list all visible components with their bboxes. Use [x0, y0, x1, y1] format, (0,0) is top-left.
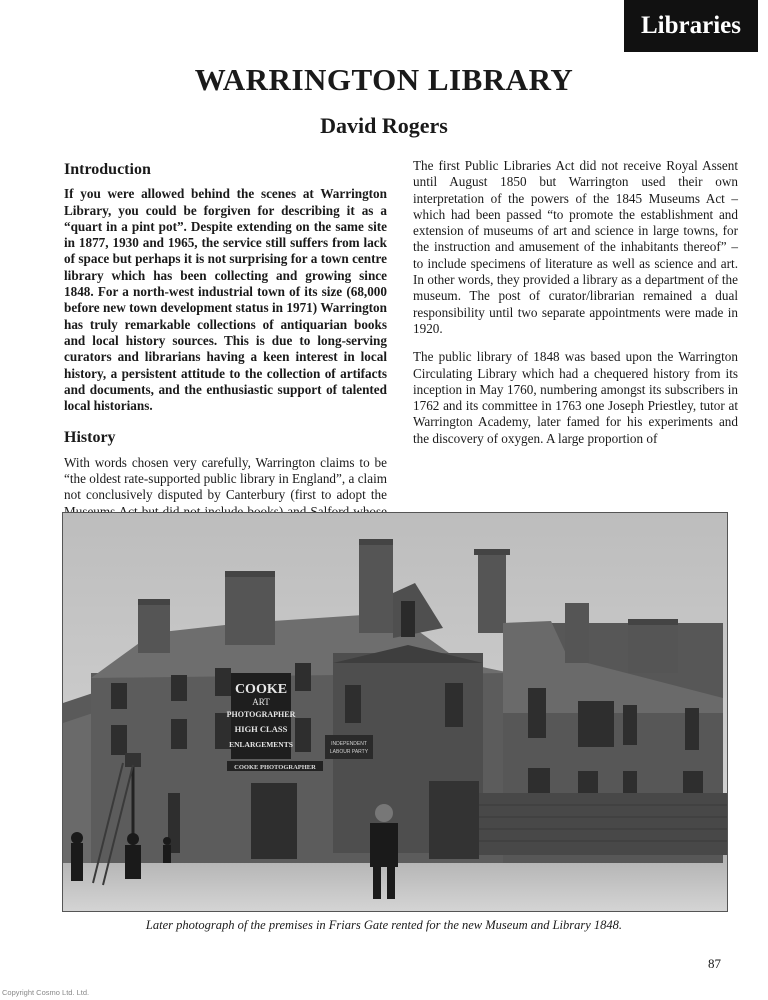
article-title: WARRINGTON LIBRARY	[194, 62, 574, 97]
history-heading: History	[64, 429, 116, 447]
photo-fascia-sign: COOKE PHOTOGRAPHER	[234, 764, 316, 771]
photo-sign-cooke: COOKE	[234, 682, 288, 697]
right-column	[413, 158, 738, 459]
photo-caption: Later photograph of the premises in Friars Gate rented for the new Museum and Library 1848.	[145, 918, 623, 932]
intro-heading: Introduction	[64, 161, 151, 178]
history-paragraph-1: With words chosen very carefully, Warrington claims to be “the oldest rate-supported public library in England”, a claim not conclusively disputed by Canterbury (first to adopt the	[64, 454, 387, 503]
photo-poster-line-2: LABOUR PARTY	[329, 749, 369, 755]
section-tab: Libraries	[624, 0, 758, 52]
photo-sign-high-class: HIGH CLASS	[234, 724, 288, 734]
photo-sign-enlargements: ENLARGEMENTS	[229, 740, 293, 749]
history-paragraph-2: The first Public Libraries Act did not receive Royal Assent until August 1850 but Warrington used their own interpretation of the powers of the 1845 Museums Act – which had been passed “to promote the establishment and extension of museums of art and science in large towns, for the instruction and amusement of the inhabitants thereof” – to include specimens of literature as well as science and art. In other words, they provided a library as a department of the museum. The post of curator/librarian remained a dual responsibility until two separate appointments were made in 1920.	[413, 158, 738, 336]
library-photograph	[62, 512, 728, 912]
article-author: David Rogers	[320, 113, 448, 138]
intro-paragraph: If you were allowed behind the scenes at Warrington Library, you could be forgiven for describing it as a “quart in a pint pot”. Despite extending on the same site in 1877, 1930 and 1965, the service still suffers from lack of space but perhaps it is not surprising for a town centre library which has been collecting and growing since 1848. For a north-west industrial town of its size (68,000 before new town development status in 1971) Warrington has truly remarkable collections of antiquarian books and local history sources. This is due to long-serving curators and librarians having a keen interest in local history, a persistent attitude to the collection of artifacts and documents, and the enthusiastic support of talented local historians.	[64, 186, 387, 414]
photo-sign-photographer: PHOTOGRAPHER	[226, 710, 296, 719]
photo-sign-art: ART	[252, 697, 270, 707]
photo-poster-line-1: INDEPENDENT	[331, 741, 367, 747]
history-paragraph-3: The public library of 1848 was based upon the Warrington Circulating Library which had a chequered history from its inception in May 1760, numbering amongst its subscribers in 1762 and its committee in 1763 one Joseph Priestley, tutor at Warrington Academy, later famed for his experiments and the discovery of oxygen. A large proportion of	[413, 349, 738, 446]
copyright-notice: Copyright Cosmo Ltd. Ltd.	[2, 988, 90, 997]
page-number: 87	[708, 956, 721, 971]
